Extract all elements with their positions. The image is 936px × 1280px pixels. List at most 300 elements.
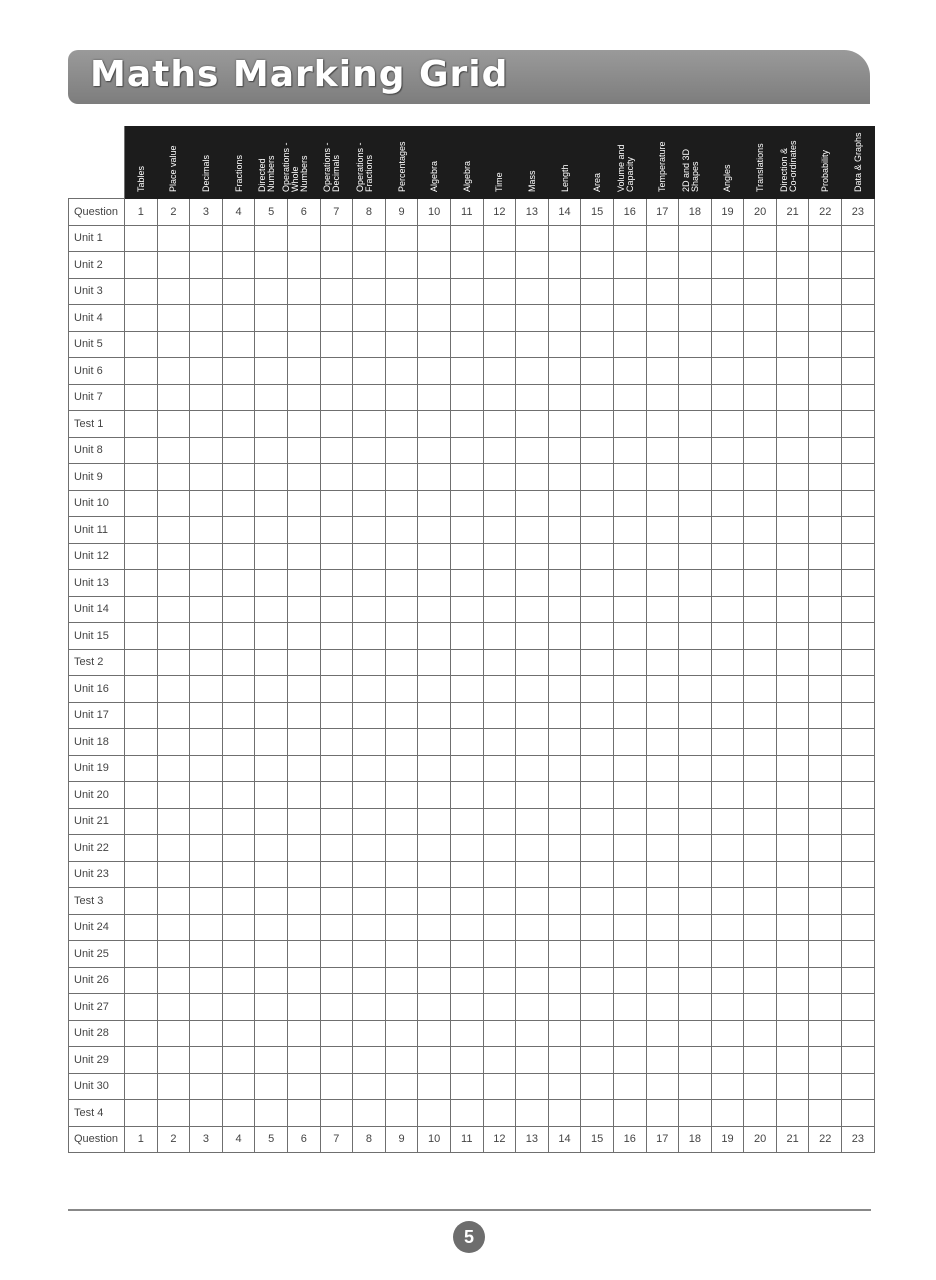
mark-cell[interactable]: [190, 278, 223, 305]
mark-cell[interactable]: [776, 861, 809, 888]
mark-cell[interactable]: [385, 384, 418, 411]
mark-cell[interactable]: [157, 1020, 190, 1047]
mark-cell[interactable]: [385, 517, 418, 544]
mark-cell[interactable]: [548, 278, 581, 305]
mark-cell[interactable]: [222, 729, 255, 756]
mark-cell[interactable]: [809, 676, 842, 703]
mark-cell[interactable]: [548, 225, 581, 252]
mark-cell[interactable]: [320, 755, 353, 782]
mark-cell[interactable]: [157, 490, 190, 517]
mark-cell[interactable]: [320, 1047, 353, 1074]
mark-cell[interactable]: [613, 278, 646, 305]
mark-cell[interactable]: [483, 623, 516, 650]
mark-cell[interactable]: [353, 225, 386, 252]
mark-cell[interactable]: [353, 305, 386, 332]
mark-cell[interactable]: [679, 623, 712, 650]
mark-cell[interactable]: [255, 755, 288, 782]
mark-cell[interactable]: [744, 835, 777, 862]
mark-cell[interactable]: [744, 888, 777, 915]
mark-cell[interactable]: [842, 543, 875, 570]
mark-cell[interactable]: [744, 305, 777, 332]
mark-cell[interactable]: [679, 252, 712, 279]
mark-cell[interactable]: [385, 437, 418, 464]
mark-cell[interactable]: [320, 623, 353, 650]
mark-cell[interactable]: [646, 437, 679, 464]
mark-cell[interactable]: [646, 490, 679, 517]
mark-cell[interactable]: [646, 278, 679, 305]
mark-cell[interactable]: [679, 941, 712, 968]
mark-cell[interactable]: [613, 331, 646, 358]
mark-cell[interactable]: [157, 702, 190, 729]
mark-cell[interactable]: [255, 225, 288, 252]
mark-cell[interactable]: [353, 967, 386, 994]
mark-cell[interactable]: [320, 437, 353, 464]
mark-cell[interactable]: [744, 676, 777, 703]
mark-cell[interactable]: [287, 278, 320, 305]
mark-cell[interactable]: [809, 914, 842, 941]
mark-cell[interactable]: [287, 1073, 320, 1100]
mark-cell[interactable]: [744, 941, 777, 968]
mark-cell[interactable]: [320, 411, 353, 438]
mark-cell[interactable]: [222, 888, 255, 915]
mark-cell[interactable]: [776, 411, 809, 438]
mark-cell[interactable]: [516, 278, 549, 305]
mark-cell[interactable]: [842, 888, 875, 915]
mark-cell[interactable]: [776, 1100, 809, 1127]
mark-cell[interactable]: [483, 596, 516, 623]
mark-cell[interactable]: [190, 782, 223, 809]
mark-cell[interactable]: [646, 941, 679, 968]
mark-cell[interactable]: [287, 225, 320, 252]
mark-cell[interactable]: [190, 941, 223, 968]
mark-cell[interactable]: [125, 623, 158, 650]
mark-cell[interactable]: [450, 755, 483, 782]
mark-cell[interactable]: [776, 835, 809, 862]
mark-cell[interactable]: [548, 437, 581, 464]
mark-cell[interactable]: [353, 755, 386, 782]
mark-cell[interactable]: [450, 941, 483, 968]
mark-cell[interactable]: [125, 225, 158, 252]
mark-cell[interactable]: [711, 1100, 744, 1127]
mark-cell[interactable]: [679, 1100, 712, 1127]
mark-cell[interactable]: [842, 1073, 875, 1100]
mark-cell[interactable]: [613, 490, 646, 517]
mark-cell[interactable]: [125, 782, 158, 809]
mark-cell[interactable]: [744, 490, 777, 517]
mark-cell[interactable]: [548, 967, 581, 994]
mark-cell[interactable]: [157, 861, 190, 888]
mark-cell[interactable]: [842, 464, 875, 491]
mark-cell[interactable]: [190, 676, 223, 703]
mark-cell[interactable]: [548, 305, 581, 332]
mark-cell[interactable]: [548, 490, 581, 517]
mark-cell[interactable]: [711, 252, 744, 279]
mark-cell[interactable]: [613, 1073, 646, 1100]
mark-cell[interactable]: [190, 994, 223, 1021]
mark-cell[interactable]: [516, 861, 549, 888]
mark-cell[interactable]: [483, 411, 516, 438]
mark-cell[interactable]: [190, 252, 223, 279]
mark-cell[interactable]: [548, 702, 581, 729]
mark-cell[interactable]: [385, 358, 418, 385]
mark-cell[interactable]: [516, 808, 549, 835]
mark-cell[interactable]: [418, 384, 451, 411]
mark-cell[interactable]: [287, 914, 320, 941]
mark-cell[interactable]: [125, 1020, 158, 1047]
mark-cell[interactable]: [418, 649, 451, 676]
mark-cell[interactable]: [450, 835, 483, 862]
mark-cell[interactable]: [581, 967, 614, 994]
mark-cell[interactable]: [581, 888, 614, 915]
mark-cell[interactable]: [418, 517, 451, 544]
mark-cell[interactable]: [125, 252, 158, 279]
mark-cell[interactable]: [385, 543, 418, 570]
mark-cell[interactable]: [744, 464, 777, 491]
mark-cell[interactable]: [776, 252, 809, 279]
mark-cell[interactable]: [157, 782, 190, 809]
mark-cell[interactable]: [190, 835, 223, 862]
mark-cell[interactable]: [548, 729, 581, 756]
mark-cell[interactable]: [842, 729, 875, 756]
mark-cell[interactable]: [157, 252, 190, 279]
mark-cell[interactable]: [581, 464, 614, 491]
mark-cell[interactable]: [809, 782, 842, 809]
mark-cell[interactable]: [581, 941, 614, 968]
mark-cell[interactable]: [450, 278, 483, 305]
mark-cell[interactable]: [190, 702, 223, 729]
mark-cell[interactable]: [581, 305, 614, 332]
mark-cell[interactable]: [353, 464, 386, 491]
mark-cell[interactable]: [125, 1073, 158, 1100]
mark-cell[interactable]: [809, 941, 842, 968]
mark-cell[interactable]: [320, 225, 353, 252]
mark-cell[interactable]: [842, 437, 875, 464]
mark-cell[interactable]: [125, 411, 158, 438]
mark-cell[interactable]: [516, 384, 549, 411]
mark-cell[interactable]: [255, 517, 288, 544]
mark-cell[interactable]: [516, 596, 549, 623]
mark-cell[interactable]: [222, 570, 255, 597]
mark-cell[interactable]: [581, 225, 614, 252]
mark-cell[interactable]: [646, 782, 679, 809]
mark-cell[interactable]: [711, 596, 744, 623]
mark-cell[interactable]: [679, 1073, 712, 1100]
mark-cell[interactable]: [809, 967, 842, 994]
mark-cell[interactable]: [744, 861, 777, 888]
mark-cell[interactable]: [418, 967, 451, 994]
mark-cell[interactable]: [679, 861, 712, 888]
mark-cell[interactable]: [744, 437, 777, 464]
mark-cell[interactable]: [418, 464, 451, 491]
mark-cell[interactable]: [255, 1020, 288, 1047]
mark-cell[interactable]: [190, 225, 223, 252]
mark-cell[interactable]: [842, 490, 875, 517]
mark-cell[interactable]: [776, 702, 809, 729]
mark-cell[interactable]: [320, 1020, 353, 1047]
mark-cell[interactable]: [287, 729, 320, 756]
mark-cell[interactable]: [483, 782, 516, 809]
mark-cell[interactable]: [320, 384, 353, 411]
mark-cell[interactable]: [320, 490, 353, 517]
mark-cell[interactable]: [255, 808, 288, 835]
mark-cell[interactable]: [809, 729, 842, 756]
mark-cell[interactable]: [581, 755, 614, 782]
mark-cell[interactable]: [581, 278, 614, 305]
mark-cell[interactable]: [255, 252, 288, 279]
mark-cell[interactable]: [842, 384, 875, 411]
mark-cell[interactable]: [646, 596, 679, 623]
mark-cell[interactable]: [320, 278, 353, 305]
mark-cell[interactable]: [190, 490, 223, 517]
mark-cell[interactable]: [418, 941, 451, 968]
mark-cell[interactable]: [320, 967, 353, 994]
mark-cell[interactable]: [222, 702, 255, 729]
mark-cell[interactable]: [613, 437, 646, 464]
mark-cell[interactable]: [809, 331, 842, 358]
mark-cell[interactable]: [842, 1100, 875, 1127]
mark-cell[interactable]: [516, 543, 549, 570]
mark-cell[interactable]: [842, 225, 875, 252]
mark-cell[interactable]: [125, 490, 158, 517]
mark-cell[interactable]: [809, 1073, 842, 1100]
mark-cell[interactable]: [483, 1100, 516, 1127]
mark-cell[interactable]: [125, 649, 158, 676]
mark-cell[interactable]: [287, 1047, 320, 1074]
mark-cell[interactable]: [842, 517, 875, 544]
mark-cell[interactable]: [125, 517, 158, 544]
mark-cell[interactable]: [679, 676, 712, 703]
mark-cell[interactable]: [613, 1020, 646, 1047]
mark-cell[interactable]: [418, 437, 451, 464]
mark-cell[interactable]: [679, 331, 712, 358]
mark-cell[interactable]: [385, 464, 418, 491]
mark-cell[interactable]: [809, 252, 842, 279]
mark-cell[interactable]: [450, 543, 483, 570]
mark-cell[interactable]: [450, 331, 483, 358]
mark-cell[interactable]: [287, 1100, 320, 1127]
mark-cell[interactable]: [255, 914, 288, 941]
mark-cell[interactable]: [483, 729, 516, 756]
mark-cell[interactable]: [287, 941, 320, 968]
mark-cell[interactable]: [744, 994, 777, 1021]
mark-cell[interactable]: [450, 570, 483, 597]
mark-cell[interactable]: [125, 967, 158, 994]
mark-cell[interactable]: [190, 543, 223, 570]
mark-cell[interactable]: [385, 1073, 418, 1100]
mark-cell[interactable]: [581, 252, 614, 279]
mark-cell[interactable]: [255, 835, 288, 862]
mark-cell[interactable]: [450, 358, 483, 385]
mark-cell[interactable]: [222, 941, 255, 968]
mark-cell[interactable]: [157, 729, 190, 756]
mark-cell[interactable]: [548, 835, 581, 862]
mark-cell[interactable]: [483, 305, 516, 332]
mark-cell[interactable]: [483, 384, 516, 411]
mark-cell[interactable]: [613, 305, 646, 332]
mark-cell[interactable]: [842, 596, 875, 623]
mark-cell[interactable]: [483, 331, 516, 358]
mark-cell[interactable]: [385, 782, 418, 809]
mark-cell[interactable]: [679, 835, 712, 862]
mark-cell[interactable]: [222, 1100, 255, 1127]
mark-cell[interactable]: [385, 729, 418, 756]
mark-cell[interactable]: [418, 331, 451, 358]
mark-cell[interactable]: [842, 941, 875, 968]
mark-cell[interactable]: [548, 941, 581, 968]
mark-cell[interactable]: [190, 517, 223, 544]
mark-cell[interactable]: [287, 411, 320, 438]
mark-cell[interactable]: [744, 702, 777, 729]
mark-cell[interactable]: [776, 808, 809, 835]
mark-cell[interactable]: [287, 358, 320, 385]
mark-cell[interactable]: [255, 649, 288, 676]
mark-cell[interactable]: [157, 384, 190, 411]
mark-cell[interactable]: [711, 543, 744, 570]
mark-cell[interactable]: [809, 225, 842, 252]
mark-cell[interactable]: [679, 278, 712, 305]
mark-cell[interactable]: [287, 861, 320, 888]
mark-cell[interactable]: [613, 225, 646, 252]
mark-cell[interactable]: [776, 994, 809, 1021]
mark-cell[interactable]: [711, 278, 744, 305]
mark-cell[interactable]: [385, 252, 418, 279]
mark-cell[interactable]: [516, 623, 549, 650]
mark-cell[interactable]: [581, 490, 614, 517]
mark-cell[interactable]: [842, 305, 875, 332]
mark-cell[interactable]: [711, 941, 744, 968]
mark-cell[interactable]: [353, 808, 386, 835]
mark-cell[interactable]: [157, 994, 190, 1021]
mark-cell[interactable]: [646, 994, 679, 1021]
mark-cell[interactable]: [255, 782, 288, 809]
mark-cell[interactable]: [646, 888, 679, 915]
mark-cell[interactable]: [646, 808, 679, 835]
mark-cell[interactable]: [125, 914, 158, 941]
mark-cell[interactable]: [385, 702, 418, 729]
mark-cell[interactable]: [190, 570, 223, 597]
mark-cell[interactable]: [385, 914, 418, 941]
mark-cell[interactable]: [483, 702, 516, 729]
mark-cell[interactable]: [483, 278, 516, 305]
mark-cell[interactable]: [483, 1047, 516, 1074]
mark-cell[interactable]: [222, 278, 255, 305]
mark-cell[interactable]: [450, 517, 483, 544]
mark-cell[interactable]: [548, 1020, 581, 1047]
mark-cell[interactable]: [418, 570, 451, 597]
mark-cell[interactable]: [287, 808, 320, 835]
mark-cell[interactable]: [516, 331, 549, 358]
mark-cell[interactable]: [320, 888, 353, 915]
mark-cell[interactable]: [711, 676, 744, 703]
mark-cell[interactable]: [744, 358, 777, 385]
mark-cell[interactable]: [190, 437, 223, 464]
mark-cell[interactable]: [287, 437, 320, 464]
mark-cell[interactable]: [157, 676, 190, 703]
mark-cell[interactable]: [483, 225, 516, 252]
mark-cell[interactable]: [450, 464, 483, 491]
mark-cell[interactable]: [157, 543, 190, 570]
mark-cell[interactable]: [744, 623, 777, 650]
mark-cell[interactable]: [776, 278, 809, 305]
mark-cell[interactable]: [809, 1100, 842, 1127]
mark-cell[interactable]: [125, 941, 158, 968]
mark-cell[interactable]: [679, 570, 712, 597]
mark-cell[interactable]: [548, 623, 581, 650]
mark-cell[interactable]: [385, 490, 418, 517]
mark-cell[interactable]: [679, 437, 712, 464]
mark-cell[interactable]: [255, 676, 288, 703]
mark-cell[interactable]: [222, 384, 255, 411]
mark-cell[interactable]: [516, 464, 549, 491]
mark-cell[interactable]: [646, 967, 679, 994]
mark-cell[interactable]: [711, 835, 744, 862]
mark-cell[interactable]: [157, 888, 190, 915]
mark-cell[interactable]: [353, 994, 386, 1021]
mark-cell[interactable]: [842, 1020, 875, 1047]
mark-cell[interactable]: [842, 411, 875, 438]
mark-cell[interactable]: [744, 411, 777, 438]
mark-cell[interactable]: [744, 782, 777, 809]
mark-cell[interactable]: [418, 1100, 451, 1127]
mark-cell[interactable]: [353, 835, 386, 862]
mark-cell[interactable]: [548, 649, 581, 676]
mark-cell[interactable]: [744, 967, 777, 994]
mark-cell[interactable]: [125, 1100, 158, 1127]
mark-cell[interactable]: [548, 358, 581, 385]
mark-cell[interactable]: [125, 676, 158, 703]
mark-cell[interactable]: [548, 994, 581, 1021]
mark-cell[interactable]: [255, 490, 288, 517]
mark-cell[interactable]: [287, 702, 320, 729]
mark-cell[interactable]: [646, 384, 679, 411]
mark-cell[interactable]: [613, 596, 646, 623]
mark-cell[interactable]: [320, 782, 353, 809]
mark-cell[interactable]: [646, 729, 679, 756]
mark-cell[interactable]: [125, 755, 158, 782]
mark-cell[interactable]: [418, 596, 451, 623]
mark-cell[interactable]: [190, 358, 223, 385]
mark-cell[interactable]: [418, 411, 451, 438]
mark-cell[interactable]: [157, 570, 190, 597]
mark-cell[interactable]: [744, 517, 777, 544]
mark-cell[interactable]: [548, 755, 581, 782]
mark-cell[interactable]: [581, 782, 614, 809]
mark-cell[interactable]: [287, 543, 320, 570]
mark-cell[interactable]: [483, 464, 516, 491]
mark-cell[interactable]: [581, 623, 614, 650]
mark-cell[interactable]: [842, 755, 875, 782]
mark-cell[interactable]: [581, 596, 614, 623]
mark-cell[interactable]: [516, 649, 549, 676]
mark-cell[interactable]: [581, 835, 614, 862]
mark-cell[interactable]: [190, 967, 223, 994]
mark-cell[interactable]: [125, 808, 158, 835]
mark-cell[interactable]: [157, 755, 190, 782]
mark-cell[interactable]: [711, 729, 744, 756]
mark-cell[interactable]: [646, 1020, 679, 1047]
mark-cell[interactable]: [581, 702, 614, 729]
mark-cell[interactable]: [287, 994, 320, 1021]
mark-cell[interactable]: [222, 1020, 255, 1047]
mark-cell[interactable]: [287, 596, 320, 623]
mark-cell[interactable]: [483, 994, 516, 1021]
mark-cell[interactable]: [385, 1047, 418, 1074]
mark-cell[interactable]: [418, 225, 451, 252]
mark-cell[interactable]: [190, 1073, 223, 1100]
mark-cell[interactable]: [287, 888, 320, 915]
mark-cell[interactable]: [255, 888, 288, 915]
mark-cell[interactable]: [320, 358, 353, 385]
